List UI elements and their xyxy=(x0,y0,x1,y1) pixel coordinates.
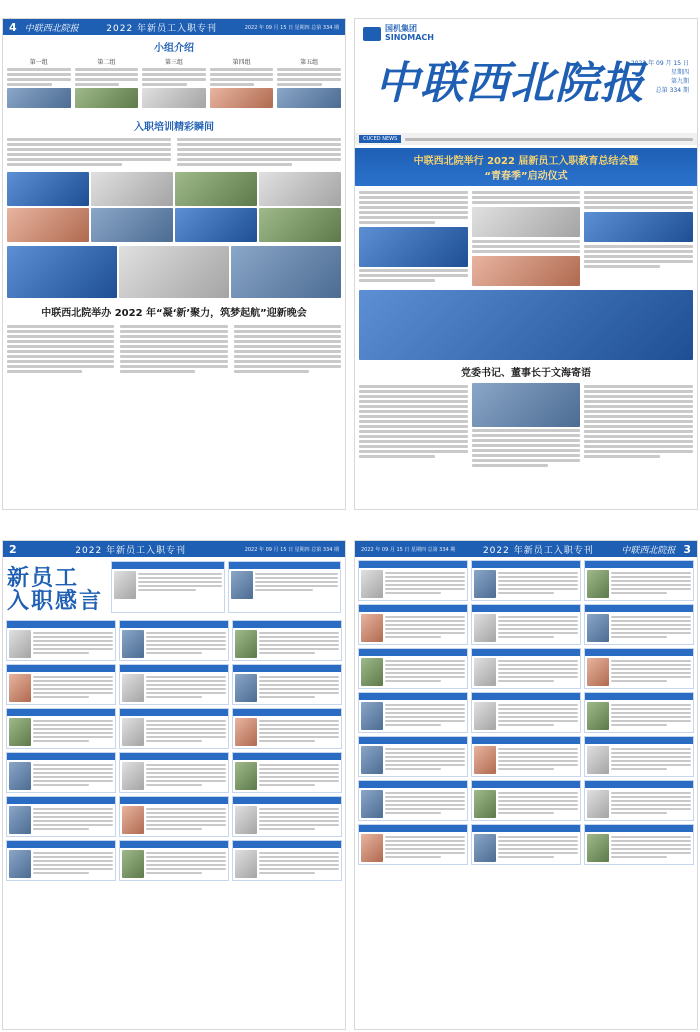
training-photo xyxy=(175,208,257,242)
page-4-header-bar xyxy=(3,19,345,35)
group-column xyxy=(210,57,274,108)
lead-banner xyxy=(355,148,697,186)
testimonial-grid-top xyxy=(111,561,341,613)
page-1-front xyxy=(354,18,698,510)
group-column xyxy=(277,57,341,108)
group-logo xyxy=(363,25,434,43)
logo-cn: 国机集团 xyxy=(385,24,417,33)
lead-article xyxy=(355,189,697,286)
newspaper-title: 中联西北院报 xyxy=(375,58,645,109)
group-photo xyxy=(210,88,274,108)
group-photo xyxy=(7,88,71,108)
testimonial-card xyxy=(119,620,229,661)
testimonial-card xyxy=(232,708,342,749)
testimonial-card xyxy=(584,824,694,865)
group-photo xyxy=(75,88,139,108)
testimonial-card xyxy=(232,620,342,661)
testimonial-card xyxy=(119,840,229,881)
issue-date: 2022 年 09 月 15 日 星期四 总第 334 期 xyxy=(361,546,456,553)
page-3-header-bar xyxy=(355,541,697,557)
event-photo xyxy=(7,246,117,298)
group-photo xyxy=(142,88,206,108)
testimonial-card xyxy=(232,796,342,837)
issue-date: 2022 年 09 月 15 日 星期四 总第 334 期 xyxy=(244,546,339,553)
event-photos xyxy=(3,246,345,298)
page-2-top xyxy=(3,557,345,617)
testimonial-card xyxy=(584,692,694,733)
testimonial-card xyxy=(119,708,229,749)
testimonial-card xyxy=(6,752,116,793)
testimonial-grid xyxy=(355,557,697,868)
issue-number: 第九期 xyxy=(670,78,689,85)
testimonial-card xyxy=(584,648,694,689)
testimonial-card xyxy=(584,736,694,777)
lead-photo xyxy=(359,227,468,267)
lead-headline-line2: “青春季”启动仪式 xyxy=(484,171,568,182)
issue-date: 2022 年 09 月 15 日 xyxy=(630,60,689,67)
slogan-line2: 入职感言 xyxy=(7,589,104,615)
testimonial-card xyxy=(471,692,581,733)
testimonial-card xyxy=(358,648,468,689)
training-photo xyxy=(91,208,173,242)
special-issue-title: 2022 年新员工入职专刊 xyxy=(482,545,594,556)
page-number: 4 xyxy=(9,20,17,34)
issue-total: 总第 334 期 xyxy=(655,87,689,94)
chairman-message-headline: 党委书记、董事长于文海寄语 xyxy=(461,368,591,379)
page-number: 2 xyxy=(9,542,17,556)
testimonial-card xyxy=(6,620,116,661)
testimonial-card xyxy=(358,560,468,601)
testimonial-card xyxy=(119,796,229,837)
testimonial-card xyxy=(6,664,116,705)
group-name: 第一组 xyxy=(29,59,48,66)
chairman-message xyxy=(355,383,697,469)
testimonial-card xyxy=(471,560,581,601)
group-name: 第五组 xyxy=(300,59,319,66)
lead-photo xyxy=(472,207,581,237)
testimonial-grid xyxy=(3,617,345,884)
groups-grid xyxy=(3,57,345,108)
testimonial-card xyxy=(6,796,116,837)
testimonial-card xyxy=(6,840,116,881)
page-3 xyxy=(354,540,698,1030)
training-photos xyxy=(3,168,345,246)
logo-en: SINOMACH xyxy=(385,32,434,42)
testimonial-card xyxy=(471,736,581,777)
group-column xyxy=(142,57,206,108)
testimonial-card xyxy=(358,736,468,777)
nav-strip xyxy=(355,133,697,145)
training-photo xyxy=(91,172,173,206)
masthead xyxy=(355,19,697,129)
training-photo xyxy=(259,172,341,206)
sinomach-logo-icon xyxy=(363,27,381,41)
group-name: 第四组 xyxy=(232,59,251,66)
training-photo xyxy=(175,172,257,206)
training-text xyxy=(3,136,345,168)
special-issue-title: 2022 年新员工入职专刊 xyxy=(106,23,218,34)
training-photo xyxy=(7,208,89,242)
training-photo xyxy=(259,208,341,242)
chairman-photo xyxy=(472,383,581,427)
event-photo xyxy=(119,246,229,298)
group-column xyxy=(7,57,71,108)
group-name: 第三组 xyxy=(164,59,183,66)
lead-photo xyxy=(584,212,693,242)
slogan-line1: 新员工 xyxy=(7,566,80,591)
testimonial-card xyxy=(358,604,468,645)
page-2-header-bar xyxy=(3,541,345,557)
testimonial-card xyxy=(119,664,229,705)
testimonial-card xyxy=(358,692,468,733)
group-name: 第二组 xyxy=(97,59,116,66)
testimonial-card xyxy=(584,780,694,821)
testimonial-card xyxy=(358,824,468,865)
section-title-training: 入职培训精彩瞬间 xyxy=(134,122,214,133)
slogan-block xyxy=(7,561,107,613)
page-2 xyxy=(2,540,346,1030)
section-title-groups: 小组介绍 xyxy=(154,43,194,54)
group-photo-wide xyxy=(359,290,693,360)
testimonial-card xyxy=(471,604,581,645)
testimonial-card xyxy=(232,840,342,881)
lead-headline-line1: 中联西北院举行 2022 届新员工入职教育总结会暨 xyxy=(413,156,639,167)
issue-info xyxy=(631,59,689,95)
gala-headline: 中联西北院举办 2022 年“凝‘新’聚力，筑梦起航”迎新晚会 xyxy=(41,308,307,319)
testimonial-card xyxy=(584,604,694,645)
training-photo xyxy=(7,172,89,206)
testimonial-card xyxy=(471,824,581,865)
masthead-small: 中联西北院报 xyxy=(621,545,676,556)
issue-date: 2022 年 09 月 15 日 星期四 总第 334 期 xyxy=(244,24,339,31)
group-column xyxy=(75,57,139,108)
news-tag: CUCED NEWS xyxy=(359,135,401,143)
event-photo xyxy=(231,246,341,298)
gala-text xyxy=(3,323,345,375)
testimonial-card xyxy=(232,752,342,793)
testimonial-card xyxy=(471,780,581,821)
group-photo xyxy=(277,88,341,108)
testimonial-card xyxy=(584,560,694,601)
testimonial-card xyxy=(358,780,468,821)
page-4 xyxy=(2,18,346,510)
issue-weekday: 星期四 xyxy=(670,69,689,76)
testimonial-card xyxy=(119,752,229,793)
special-issue-title: 2022 年新员工入职专刊 xyxy=(75,545,187,556)
page-number: 3 xyxy=(683,542,691,556)
masthead-small: 中联西北院报 xyxy=(24,23,79,34)
testimonial-card xyxy=(471,648,581,689)
testimonial-card xyxy=(6,708,116,749)
lead-photo xyxy=(472,256,581,286)
testimonial-card xyxy=(232,664,342,705)
